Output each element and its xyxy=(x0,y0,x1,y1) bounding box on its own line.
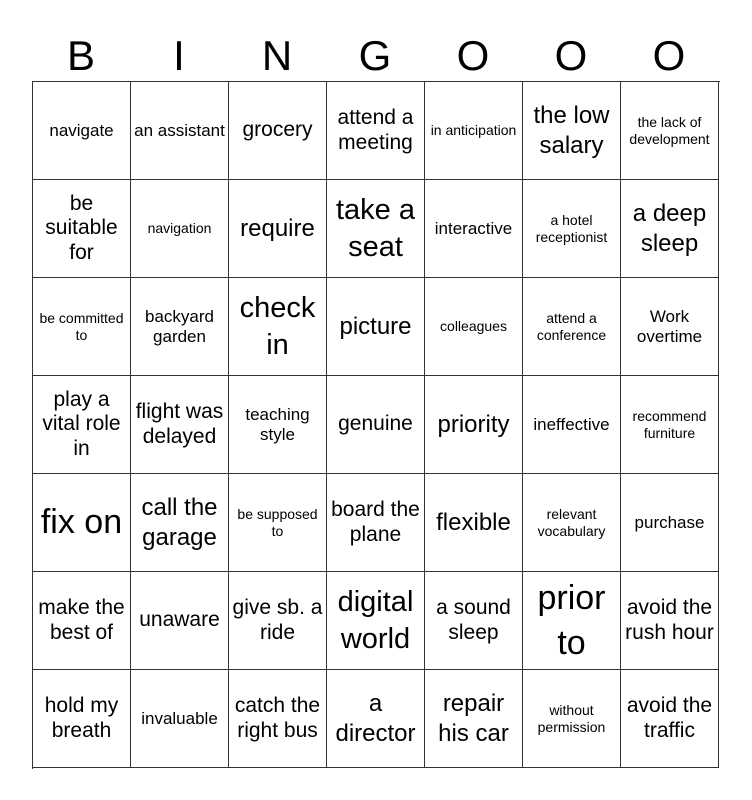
header-letter-6: O xyxy=(554,32,588,79)
header-letter-3: N xyxy=(261,32,293,79)
bingo-cell[interactable]: avoid the rush hour xyxy=(621,572,719,670)
bingo-cell[interactable]: a deep sleep xyxy=(621,180,719,278)
bingo-cell[interactable]: be committed to xyxy=(33,278,131,376)
bingo-cell[interactable]: prior to xyxy=(523,572,621,670)
bingo-cell[interactable]: in anticipation xyxy=(425,82,523,180)
bingo-cell[interactable]: hold my breath xyxy=(33,670,131,768)
bingo-cell[interactable]: invaluable xyxy=(131,670,229,768)
header-letter-2: I xyxy=(173,32,185,79)
bingo-cell[interactable]: teaching style xyxy=(229,376,327,474)
bingo-cell[interactable]: catch the right bus xyxy=(229,670,327,768)
bingo-cell[interactable]: avoid the traffic xyxy=(621,670,719,768)
bingo-cell[interactable]: genuine xyxy=(327,376,425,474)
bingo-cell[interactable]: picture xyxy=(327,278,425,376)
header-letter-7: O xyxy=(652,32,686,79)
header-letter-5: O xyxy=(456,32,490,79)
bingo-cell[interactable]: take a seat xyxy=(327,180,425,278)
bingo-cell[interactable]: interactive xyxy=(425,180,523,278)
bingo-cell[interactable]: attend a conference xyxy=(523,278,621,376)
bingo-cell[interactable]: recommend furniture xyxy=(621,376,719,474)
bingo-cell[interactable]: flight was delayed xyxy=(131,376,229,474)
header-letter-1: B xyxy=(66,32,95,79)
bingo-cell[interactable]: the lack of development xyxy=(621,82,719,180)
bingo-cell[interactable]: give sb. a ride xyxy=(229,572,327,670)
bingo-cell[interactable]: require xyxy=(229,180,327,278)
bingo-cell[interactable]: a director xyxy=(327,670,425,768)
bingo-cell[interactable]: a hotel receptionist xyxy=(523,180,621,278)
bingo-cell[interactable]: grocery xyxy=(229,82,327,180)
bingo-cell[interactable]: priority xyxy=(425,376,523,474)
bingo-cell[interactable]: without permission xyxy=(523,670,621,768)
bingo-cell[interactable]: fix on xyxy=(33,474,131,572)
bingo-cell[interactable]: backyard garden xyxy=(131,278,229,376)
bingo-cell[interactable]: be suitable for xyxy=(33,180,131,278)
bingo-cell[interactable]: ineffective xyxy=(523,376,621,474)
bingo-header xyxy=(32,30,720,82)
bingo-cell[interactable]: relevant vocabulary xyxy=(523,474,621,572)
bingo-cell[interactable]: board the plane xyxy=(327,474,425,572)
bingo-cell[interactable]: digital world xyxy=(327,572,425,670)
bingo-cell[interactable]: call the garage xyxy=(131,474,229,572)
bingo-cell[interactable]: be supposed to xyxy=(229,474,327,572)
bingo-cell[interactable]: unaware xyxy=(131,572,229,670)
bingo-cell[interactable]: Work overtime xyxy=(621,278,719,376)
bingo-cell[interactable]: the low salary xyxy=(523,82,621,180)
bingo-cell[interactable]: navigation xyxy=(131,180,229,278)
bingo-cell[interactable]: check in xyxy=(229,278,327,376)
bingo-cell[interactable]: flexible xyxy=(425,474,523,572)
bingo-cell[interactable]: purchase xyxy=(621,474,719,572)
bingo-cell[interactable]: make the best of xyxy=(33,572,131,670)
bingo-cell[interactable]: colleagues xyxy=(425,278,523,376)
bingo-cell[interactable]: play a vital role in xyxy=(33,376,131,474)
bingo-cell[interactable]: attend a meeting xyxy=(327,82,425,180)
header-letter-4: G xyxy=(358,32,392,79)
bingo-board xyxy=(32,81,720,769)
bingo-cell[interactable]: a sound sleep xyxy=(425,572,523,670)
bingo-cell[interactable]: repair his car xyxy=(425,670,523,768)
bingo-cell[interactable]: an assistant xyxy=(131,82,229,180)
bingo-cell[interactable]: navigate xyxy=(33,82,131,180)
